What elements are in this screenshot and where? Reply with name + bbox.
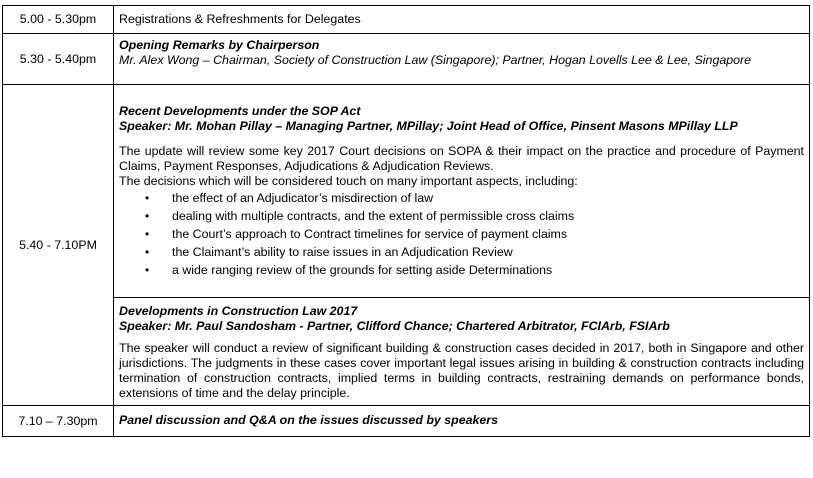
agenda-row-main-sessions bbox=[3, 85, 810, 406]
content-cell bbox=[114, 85, 810, 406]
agenda-row-opening-remarks bbox=[3, 34, 810, 85]
time-cell bbox=[3, 34, 114, 85]
session-title: Panel discussion and Q&A on the issues discussed by speakers bbox=[119, 413, 498, 427]
agenda-row-registration bbox=[3, 6, 810, 34]
time-label: 5.00 - 5.30pm bbox=[19, 12, 97, 26]
list-item: • dealing with multiple contracts, and the extent of permissible cross claims bbox=[145, 209, 575, 223]
list-item: • the Court’s approach to Contract timelines for service of payment claims bbox=[145, 227, 568, 241]
agenda-row-panel bbox=[3, 406, 810, 437]
session-title: Opening Remarks by Chairperson bbox=[119, 38, 320, 52]
content-cell bbox=[114, 6, 810, 34]
content-cell bbox=[114, 34, 810, 85]
time-label: 7.10 – 7.30pm bbox=[18, 413, 98, 428]
session-title: Recent Developments under the SOP Act bbox=[119, 104, 361, 118]
session-construction-law-2017 bbox=[114, 298, 809, 405]
time-cell bbox=[3, 85, 114, 406]
topic-list bbox=[119, 189, 804, 279]
session-sop-act bbox=[114, 85, 809, 298]
time-label: 5.30 - 5.40pm bbox=[19, 51, 97, 66]
list-item: • a wide ranging review of the grounds for setting aside Determinations bbox=[145, 263, 553, 277]
session-speaker: Speaker: Mr. Paul Sandosham - Partner, Clifford Chance; Chartered Arbitrator, FCIArb, FSIArb bbox=[119, 319, 670, 333]
content-cell bbox=[114, 406, 810, 437]
row-text: Registrations & Refreshments for Delegates bbox=[119, 12, 361, 26]
session-description: The speaker will conduct a review of significant building & construction cases decided in 2017, both in Singapore and other jurisdictions. The judgments in these cases cover important legal issues arising in building & construction contracts including termination of construction contracts, implied terms in building contracts, restraining demands on performance bonds, extensions of time and the delay principle. bbox=[119, 341, 804, 400]
agenda-table bbox=[2, 5, 810, 437]
session-description: The update will review some key 2017 Court decisions on SOPA & their impact on the practice and procedure of Payment Claims, Payment Responses, Adjudications & Adjudication Reviews. bbox=[119, 144, 804, 173]
time-label: 5.40 - 7.10PM bbox=[19, 237, 97, 252]
session-speaker: Speaker: Mr. Mohan Pillay – Managing Partner, MPillay; Joint Head of Office, Pinsent Masons MPillay LLP bbox=[119, 119, 738, 133]
time-cell bbox=[3, 6, 114, 34]
list-item: • the effect of an Adjudicator’s misdirection of law bbox=[145, 191, 434, 205]
session-subtitle: Mr. Alex Wong – Chairman, Society of Construction Law (Singapore); Partner, Hogan Lovells Lee & Lee, Singapore bbox=[119, 53, 752, 67]
time-cell bbox=[3, 406, 114, 437]
list-item: • the Claimant’s ability to raise issues in an Adjudication Review bbox=[145, 245, 513, 259]
session-intro: The decisions which will be considered touch on many important aspects, including: bbox=[119, 174, 578, 188]
session-title: Developments in Construction Law 2017 bbox=[119, 304, 358, 318]
